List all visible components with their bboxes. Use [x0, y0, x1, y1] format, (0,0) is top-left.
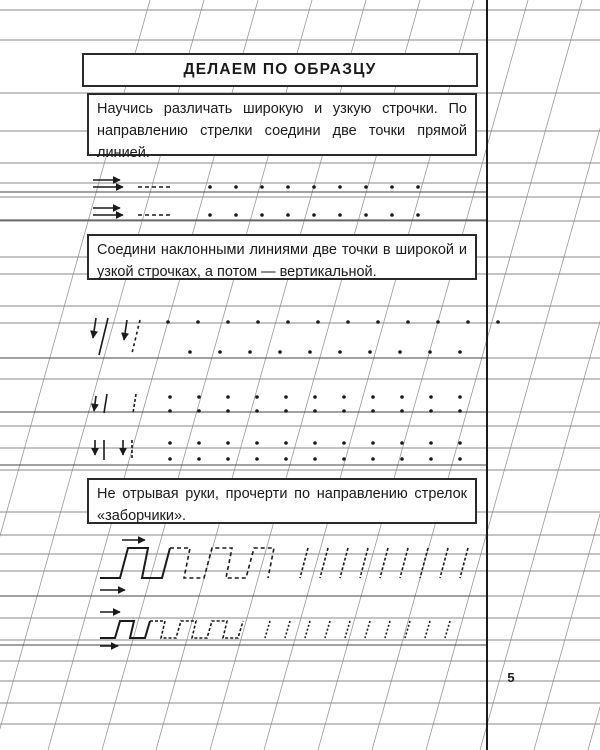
- instruction-box-3: [87, 478, 477, 524]
- dot: [208, 185, 212, 189]
- dot: [429, 441, 433, 445]
- dot: [429, 409, 433, 413]
- dot: [398, 350, 402, 354]
- section-title: ДЕЛАЕМ ПО ОБРАЗЦУ: [183, 61, 377, 78]
- dot: [400, 395, 404, 399]
- dot: [286, 320, 290, 324]
- dot: [313, 409, 317, 413]
- dot: [338, 350, 342, 354]
- dot: [364, 213, 368, 217]
- dashed-stroke: [340, 548, 348, 578]
- dashed-stroke: [265, 621, 270, 638]
- dot: [168, 441, 172, 445]
- dot: [390, 185, 394, 189]
- page-number: 5: [507, 670, 515, 685]
- dot: [400, 457, 404, 461]
- dot: [371, 409, 375, 413]
- dashed-stroke: [385, 621, 390, 638]
- dot: [346, 320, 350, 324]
- instruction-text-1: Научись различать широкую и узкую строчки. По направлению стрелки соедини две точки прямой линией.: [97, 101, 467, 161]
- dot: [284, 395, 288, 399]
- dot: [338, 185, 342, 189]
- dot: [196, 320, 200, 324]
- dot: [234, 185, 238, 189]
- dot: [428, 350, 432, 354]
- dot: [371, 441, 375, 445]
- dashed-stroke: [305, 621, 310, 638]
- instruction-text-2: Соедини наклонными линиями две точки в широкой и узкой строчках, а потом — вертикальной.: [97, 242, 467, 280]
- dot: [368, 350, 372, 354]
- dot: [371, 457, 375, 461]
- slant-stroke: [104, 394, 107, 413]
- dot: [436, 320, 440, 324]
- dot: [278, 350, 282, 354]
- dot: [313, 441, 317, 445]
- dot: [256, 320, 260, 324]
- dot: [226, 441, 230, 445]
- dot: [197, 395, 201, 399]
- dot: [458, 457, 462, 461]
- dot: [390, 213, 394, 217]
- slant-stroke: [99, 318, 108, 355]
- dashed-stroke: [133, 394, 136, 413]
- dot: [429, 395, 433, 399]
- dot: [208, 213, 212, 217]
- dot: [284, 457, 288, 461]
- dashed-stroke: [132, 320, 140, 353]
- dot: [496, 320, 500, 324]
- fence-stroke: [100, 621, 150, 638]
- dot: [416, 185, 420, 189]
- dot: [342, 395, 346, 399]
- dot: [342, 409, 346, 413]
- dot: [429, 457, 433, 461]
- dot: [188, 350, 192, 354]
- dot: [248, 350, 252, 354]
- dot: [166, 320, 170, 324]
- dot: [312, 213, 316, 217]
- dot: [458, 441, 462, 445]
- dot: [400, 409, 404, 413]
- dashed-stroke: [400, 548, 408, 578]
- dot: [260, 213, 264, 217]
- dot: [226, 457, 230, 461]
- dashed-fence: [150, 621, 243, 638]
- dot: [342, 457, 346, 461]
- dot: [284, 409, 288, 413]
- slant-line: [534, 0, 600, 750]
- dot: [406, 320, 410, 324]
- dashed-stroke: [360, 548, 368, 578]
- dot: [197, 409, 201, 413]
- dot: [286, 213, 290, 217]
- dashed-stroke: [345, 621, 350, 638]
- dashed-stroke: [325, 621, 330, 638]
- dot: [226, 409, 230, 413]
- dot: [313, 395, 317, 399]
- instruction-box-2: [87, 234, 477, 280]
- dashed-stroke: [320, 548, 328, 578]
- dot: [416, 213, 420, 217]
- dot: [234, 213, 238, 217]
- dot: [197, 457, 201, 461]
- dot: [466, 320, 470, 324]
- dot: [376, 320, 380, 324]
- dot: [255, 441, 259, 445]
- dot: [197, 441, 201, 445]
- dot: [168, 395, 172, 399]
- dashed-stroke: [365, 621, 370, 638]
- dot: [312, 185, 316, 189]
- dashed-stroke: [425, 621, 430, 638]
- dashed-stroke: [300, 548, 308, 578]
- instruction-box-1: [87, 93, 477, 161]
- dashed-stroke: [420, 548, 428, 578]
- dashed-stroke: [460, 548, 468, 578]
- dashed-stroke: [380, 548, 388, 578]
- dot: [371, 395, 375, 399]
- slant-line: [588, 0, 600, 750]
- dot: [255, 457, 259, 461]
- dot: [286, 185, 290, 189]
- dot: [313, 457, 317, 461]
- dot: [226, 320, 230, 324]
- dot: [338, 213, 342, 217]
- arrow-stroke: [93, 318, 96, 338]
- dot: [168, 457, 172, 461]
- dot: [255, 409, 259, 413]
- dot: [458, 395, 462, 399]
- dot: [364, 185, 368, 189]
- slant-line: [480, 0, 600, 750]
- dashed-stroke: [445, 621, 450, 638]
- arrow-stroke: [94, 396, 96, 411]
- dot: [168, 409, 172, 413]
- fence-stroke: [100, 548, 170, 578]
- dot: [458, 409, 462, 413]
- dot: [218, 350, 222, 354]
- dot: [458, 350, 462, 354]
- dashed-stroke: [285, 621, 290, 638]
- dashed-stroke: [440, 548, 448, 578]
- dot: [260, 185, 264, 189]
- dot: [342, 441, 346, 445]
- dot: [255, 395, 259, 399]
- dot: [284, 441, 288, 445]
- section-title-box: [82, 53, 478, 87]
- dot: [308, 350, 312, 354]
- dashed-fence: [170, 548, 274, 578]
- instruction-text-3: Не отрывая руки, прочерти по направлению стрелок «заборчики».: [97, 486, 467, 524]
- dot: [316, 320, 320, 324]
- dot: [226, 395, 230, 399]
- dot: [400, 441, 404, 445]
